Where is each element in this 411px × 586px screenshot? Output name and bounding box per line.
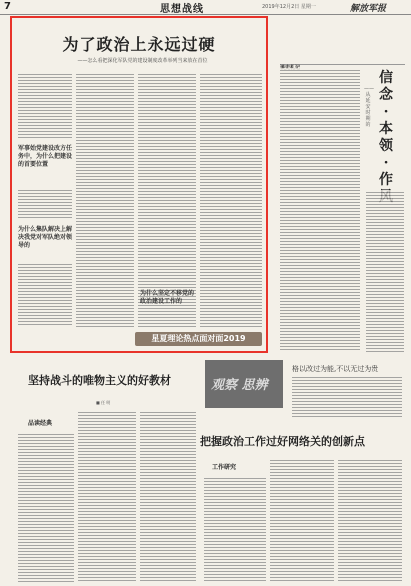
article-text-column: [338, 458, 402, 582]
article-text-column: [270, 458, 334, 582]
pull-quote: 为什么集队解决上解决我党对军队绝对领导的: [18, 226, 73, 249]
sidebar-text-column: [366, 190, 404, 352]
sidebar-vertical-title: 信念·本领·作: [379, 70, 393, 188]
issue-date: 2019年12月2日 星期一: [262, 4, 316, 10]
lower-left-column-label: 品读经典: [28, 420, 53, 427]
article-text-column: [78, 410, 136, 582]
lower-left-headline: 坚持战斗的唯物主义的好教材: [28, 374, 171, 387]
article-text-column: [204, 476, 266, 582]
article-text-column: [76, 72, 134, 327]
series-banner: [135, 332, 262, 346]
article-text-column: [18, 262, 72, 326]
article-text-column: [200, 72, 262, 327]
sidebar-vertical-subtitle: ——从延安时期的: [364, 86, 374, 128]
pull-quote: 为什么坚定不移党的政治建设工作的: [140, 290, 195, 305]
lead-article-subtitle: ——怎么看把深化军队党的建设制度改革举列当来放在首位: [77, 58, 208, 64]
article-text-column: [140, 410, 196, 582]
section-title: 思想战线: [160, 4, 204, 15]
page-number: 7: [4, 1, 11, 12]
article-text-column: [138, 72, 196, 327]
lower-left-byline: ■ 任 明: [96, 400, 111, 405]
lower-right-column-label: 工作研究: [212, 464, 237, 471]
page-header: [0, 0, 411, 15]
article-text-column: [292, 375, 402, 417]
article-text-column: [18, 432, 74, 582]
column-title-art-text: 观察 思辨: [211, 378, 268, 393]
sidebar-text-column: [280, 68, 360, 352]
sidebar-section-header: [280, 54, 405, 65]
article-text-column: [18, 188, 72, 218]
paper-logo: 解放军报: [350, 4, 387, 14]
lower-right-headline: 把握政治工作过好网络关的创新点: [200, 435, 365, 448]
lead-article-title: 为了政治上永远过硬: [62, 35, 216, 54]
column-title-art: [205, 360, 283, 408]
lower-right-side-headline: 格以改过为能,不以无过为贵: [292, 365, 379, 373]
series-banner-text: 星夏理论热点面对面2019: [151, 334, 246, 343]
article-text-column: [18, 72, 72, 140]
pull-quote: 军事始党建设改方任务中，为什么把建设的首要位置: [18, 145, 73, 168]
